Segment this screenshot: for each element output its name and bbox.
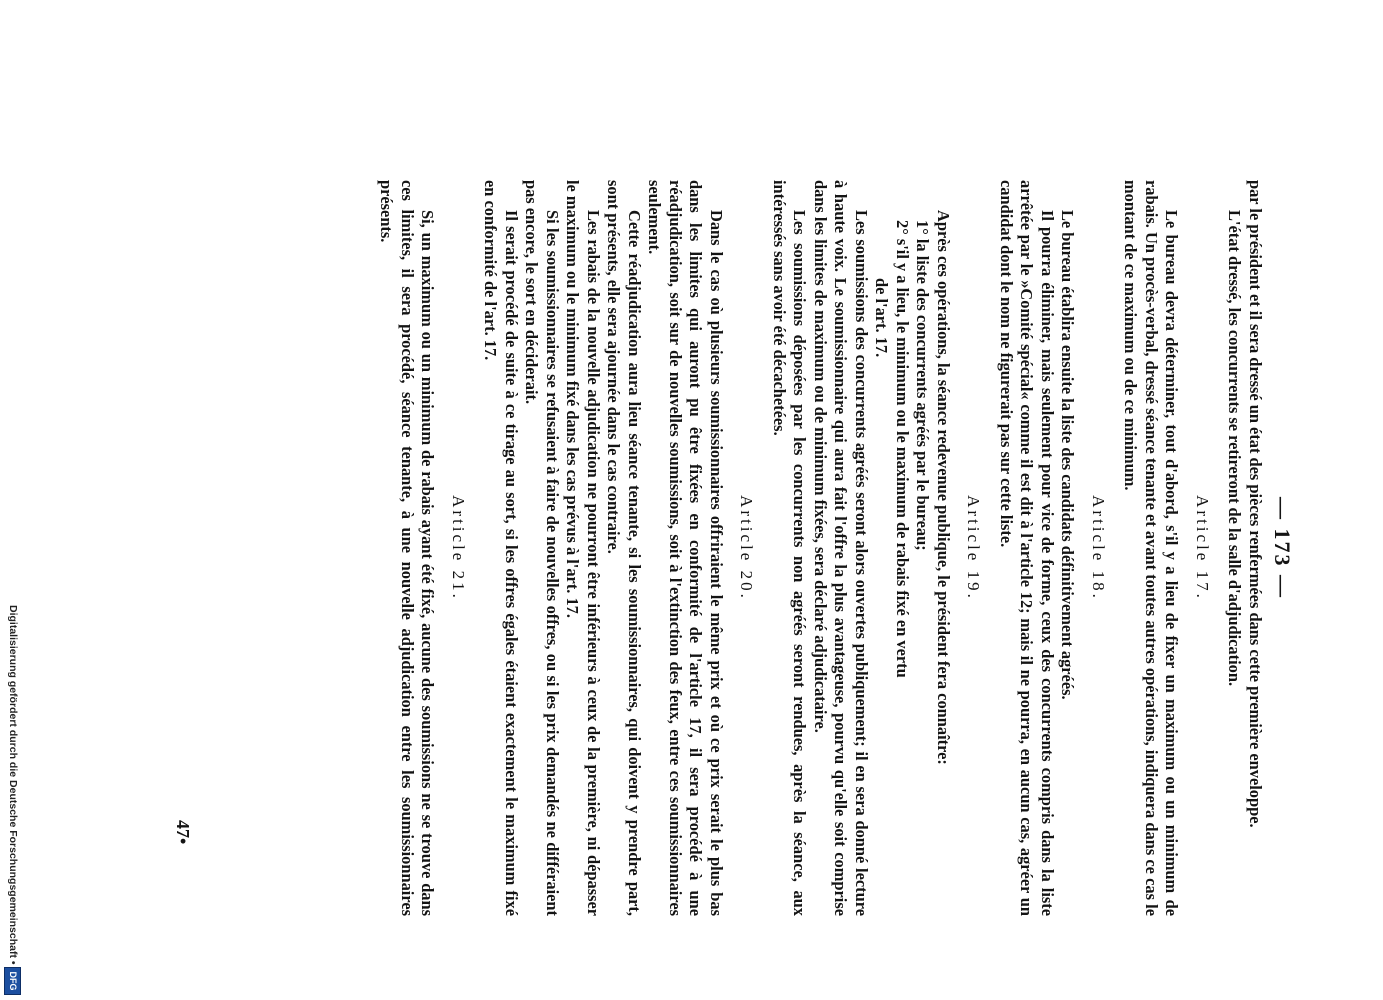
article-18-paragraph: Il pourra éliminer, mais seulement pour vice de forme, ceux des concurrents compris dans la liste arrêtée par le »Comité spécial« comme il est dit à l'article 12; mais il ne pourra, en aucun cas, agréer un candidat dont le nom ne figurerait pas sur cette liste.	[997, 180, 1057, 916]
article-19-paragraph: Les soumissions déposées par les concurrents non agréés seront rendues, après la séance, aux intéressés sans avoir été décachetées.	[770, 180, 810, 916]
article-21-heading: Article 21.	[449, 495, 468, 601]
article-20-paragraph: Dans le cas où plusieurs soumissionnaires offriraient le même prix et où ce prix serait le plus bas dans les limites qui auront pu être fixées en conformité de l'article 17, il sera procédé à une réadjudication, soit sur de nouvelles soumissions, soit à l'extinction des feux, entre ces soumissionnaires seulement.	[645, 180, 726, 916]
article-19-list-item: 2° s'il y a lieu, le minimum ou le maximum de rabais fixé en vertu	[893, 220, 912, 678]
article-20-paragraph: Cette réadjudication aura lieu séance tenante, si les soumissionnaires, qui doivent y prendre part, sont présents, elle sera ajournée dans le cas contraire.	[604, 180, 644, 916]
dfg-logo: DFG	[4, 967, 21, 995]
page-number: — 173 —	[1270, 497, 1295, 599]
article-20-paragraph: Les rabais de la nouvelle adjudication ne pourront être inférieurs à ceux de la première, ni dépasser le maximum ou le minimum fixé dans les cas prévus à l'art. 17.	[563, 180, 603, 916]
article-19-heading: Article 19.	[964, 495, 984, 601]
article-19-paragraph: Après ces opérations, la séance redevenue publique, le président fera connaître:	[934, 210, 953, 765]
article-17-text: Le bureau devra déterminer, tout d'abord, s'il y a lieu de fixer un maximum ou un minimum de rabais. Un procès-verbal, dressé séance tenante et avant toutes autres opérations, indiquera dans ce cas le montant de ce maximum ou de ce minimum.	[1121, 180, 1182, 916]
article-20-heading: Article 20.	[737, 495, 757, 601]
document-body	[376, 180, 1265, 916]
article-18-paragraph: Le bureau établira ensuite la liste des candidats définitivement agréés.	[1058, 210, 1078, 700]
article-19-list-item: 1° la liste des concurrents agréés par le bureau;	[913, 220, 933, 551]
paragraph: L'état dressé, les concurrents se retireront de la salle d'adjudication.	[1225, 210, 1245, 687]
digitization-note	[0, 0, 24, 1000]
article-21-paragraph: Si, un maximum ou un minimum de rabais ayant été fixé, aucune des soumissions ne se trouve dans ces limites, il sera procédé, séance tenante, à une nouvelle adjudication entre les soumissionnaires présents.	[377, 180, 438, 916]
article-17-heading: Article 17.	[1193, 495, 1212, 601]
article-20-paragraph: Si les soumissionnaires se refusaient à faire de nouvelles offres, ou si les prix demandés ne différaient pas encore, le sort en déciderait.	[522, 180, 562, 916]
article-20-paragraph: Il serait procédé de suite à ce tirage au sort, si les offres égales étaient exactement le maximum fixé en conformité de l'art. 17.	[481, 180, 521, 916]
signature-mark: 47•	[173, 820, 193, 845]
article-19-list-item-cont: de l'art. 17.	[872, 278, 892, 358]
digitization-credit-text: Digitalisierung gefördert durch die Deutsche Forschungsgemeinschaft •	[7, 605, 19, 965]
article-19-paragraph: Les soumissions des concurrents agréés seront alors ouvertes publiquement; il en sera donné lecture à haute voix. Le soumissionnaire qui aura fait l'offre la plus avantageuse, pourvu qu'elle soit comprise dans les limites de maximum ou de minimum fixées, sera déclaré adjudicataire.	[811, 180, 871, 916]
paragraph: par le président et il sera dressé un état des pièces renfermées dans cette première enveloppe.	[1246, 180, 1265, 828]
article-18-heading: Article 18.	[1089, 495, 1108, 601]
